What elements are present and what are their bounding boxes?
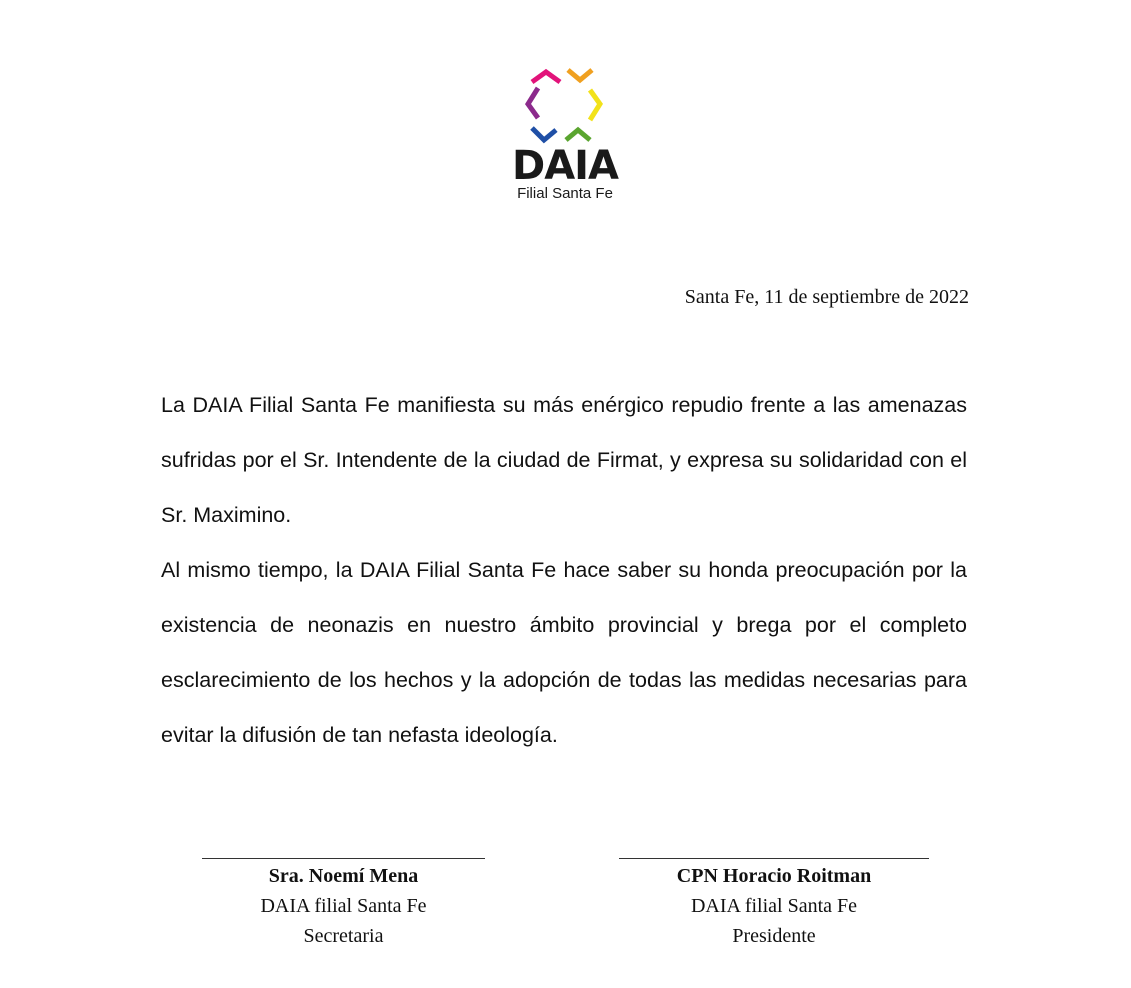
body-paragraph: Al mismo tiempo, la DAIA Filial Santa Fe hace saber su honda preocupación por la existencia de neonazis en nuestro ámbito provincial y brega por el completo esclarecimiento de los hechos y la adopción de todas las medidas necesarias para evitar la difusión de tan nefasta ideología. xyxy=(161,558,967,747)
star-of-david-icon xyxy=(480,58,650,148)
letter-date: Santa Fe, 11 de septiembre de 2022 xyxy=(684,286,969,308)
signature-line xyxy=(202,858,485,859)
star-segment-right xyxy=(590,90,600,120)
star-segment-top-left xyxy=(532,72,560,82)
logo-name: DAIA xyxy=(512,143,618,189)
body-paragraph: La DAIA Filial Santa Fe manifiesta su más enérgico repudio frente a las amenazas sufridas por el Sr. Intendente de la ciudad de Firmat, y expresa su solidaridad con el Sr. Maximino. xyxy=(161,393,967,527)
signature-block-secretaria xyxy=(202,858,485,951)
star-segment-left xyxy=(528,88,538,118)
signatory-org: DAIA filial Santa Fe xyxy=(260,895,427,917)
star-segment-bottom-left xyxy=(532,128,556,140)
signatory-role: Secretaria xyxy=(303,925,384,947)
signatory-name: Sra. Noemí Mena xyxy=(268,865,419,887)
signature-line xyxy=(619,858,929,859)
star-segment-bottom-right xyxy=(566,130,590,140)
star-segment-top-right xyxy=(568,70,592,80)
logo-subtitle: Filial Santa Fe xyxy=(517,185,613,202)
signature-block-presidente xyxy=(619,858,929,951)
letter-body xyxy=(161,378,967,763)
signatory-name: CPN Horacio Roitman xyxy=(676,865,872,887)
daia-logo xyxy=(480,58,650,208)
signatory-org: DAIA filial Santa Fe xyxy=(690,895,858,917)
signatory-role: Presidente xyxy=(732,925,816,947)
